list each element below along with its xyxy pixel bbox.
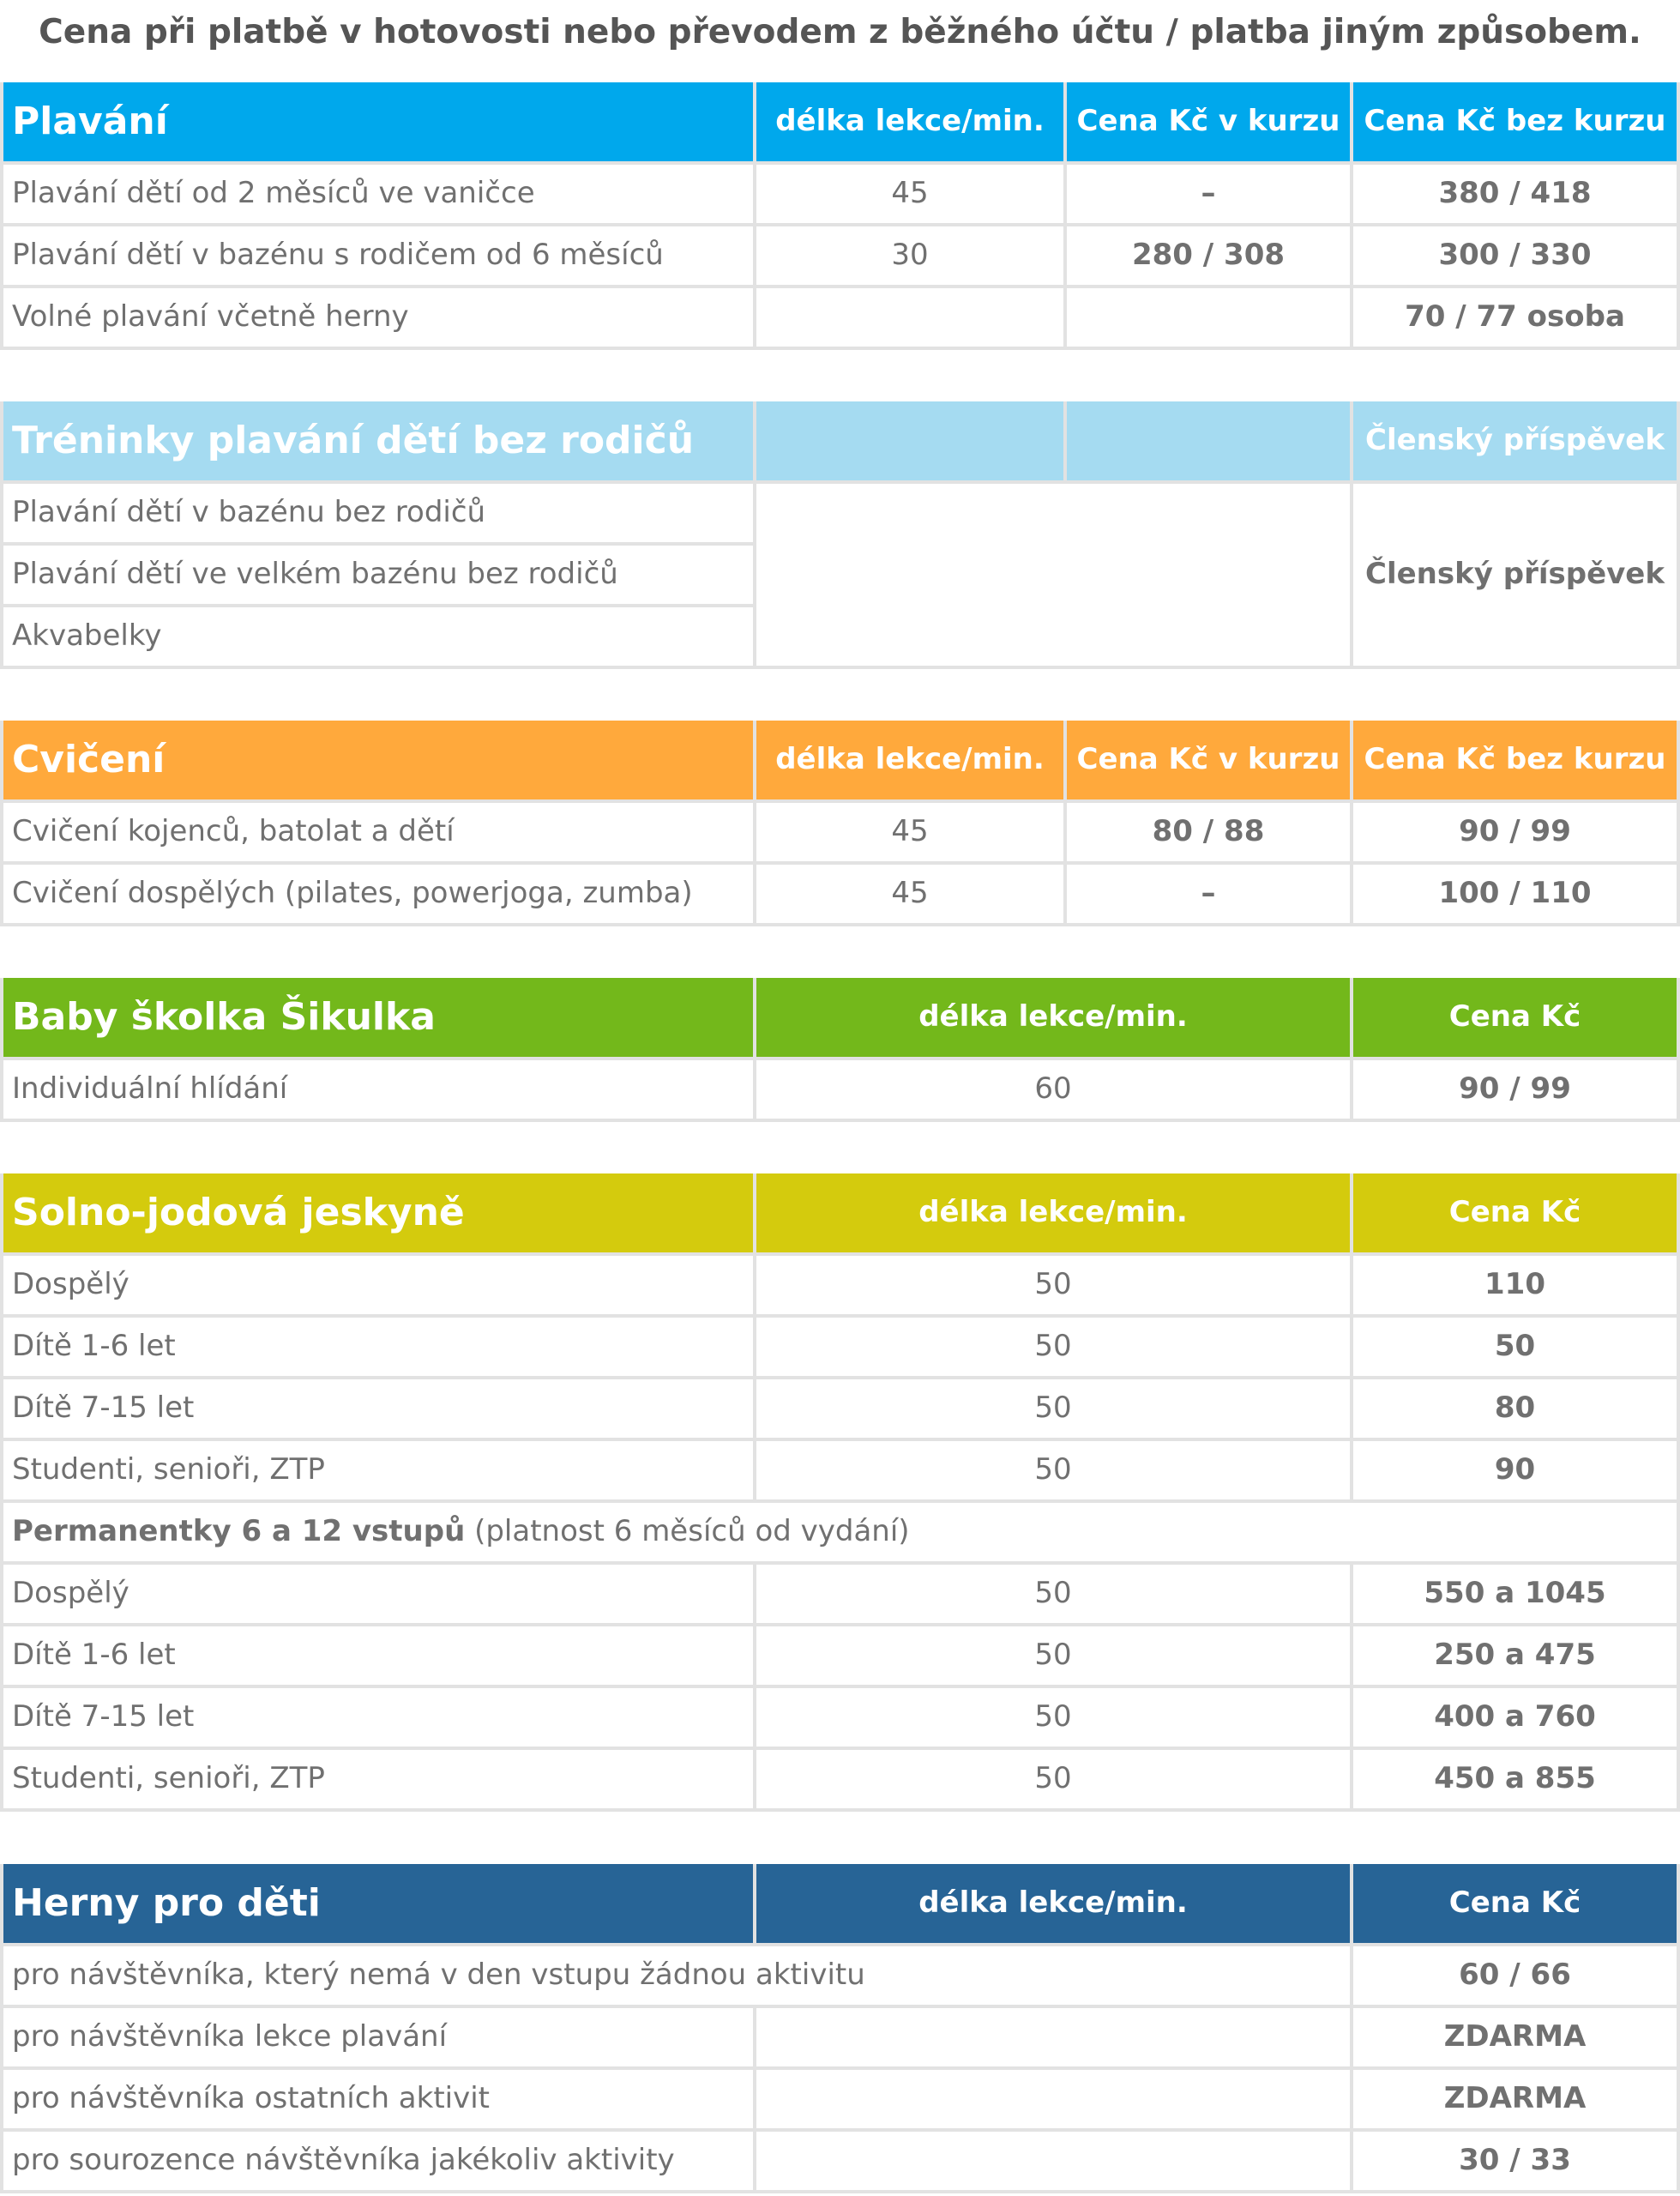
row-price: 400 a 760 (1353, 1688, 1677, 1747)
column-header-cena: Cena Kč (1353, 1864, 1677, 1943)
section-title-plavani: Plavání (3, 82, 753, 161)
permanentky-row (3, 1503, 1677, 1561)
section-title-treninky: Tréninky plavání dětí bez rodičů (3, 401, 753, 480)
row-name: Dítě 1-6 let (3, 1626, 753, 1685)
row-delka: 50 (756, 1318, 1350, 1376)
section-title-skolka: Baby školka Šikulka (3, 978, 753, 1057)
column-header-clensky: Členský příspěvek (1353, 401, 1677, 480)
row-delka: 50 (756, 1379, 1350, 1438)
row-delka: 50 (756, 1750, 1350, 1808)
column-header-delka: délka lekce/min. (756, 1173, 1350, 1252)
column-header-bez-kurzu: Cena Kč bez kurzu (1353, 721, 1677, 799)
row-v-kurzu: – (1067, 165, 1350, 223)
row-name: Dítě 7-15 let (3, 1379, 753, 1438)
section-title-cviceni: Cvičení (3, 721, 753, 799)
section-title-jeskyne: Solno-jodová jeskyně (3, 1173, 753, 1252)
row-name: Plavání dětí od 2 měsíců ve vaničce (3, 165, 753, 223)
column-header-cena: Cena Kč (1353, 1173, 1677, 1252)
row-price: ZDARMA (1353, 2008, 1677, 2066)
row-delka: 60 (756, 1060, 1350, 1119)
row-delka: 50 (756, 1565, 1350, 1623)
table-herny (0, 1864, 1680, 2193)
row-name: Volné plavání včetně herny (3, 288, 753, 347)
row-delka: 50 (756, 1441, 1350, 1499)
row-name: Studenti, senioři, ZTP (3, 1750, 753, 1808)
row-name: Dospělý (3, 1256, 753, 1314)
row-name: Plavání dětí ve velkém bazénu bez rodičů (3, 546, 753, 604)
row-delka: 50 (756, 1688, 1350, 1747)
table-treninky (0, 401, 1680, 669)
column-header-cena: Cena Kč (1353, 978, 1677, 1057)
permanentky-note: (platnost 6 měsíců od vydání) (465, 1514, 910, 1549)
row-name: pro návštěvníka lekce plavání (3, 2008, 753, 2066)
row-price: ZDARMA (1353, 2070, 1677, 2128)
row-price: 450 a 855 (1353, 1750, 1677, 1808)
row-price: 550 a 1045 (1353, 1565, 1677, 1623)
column-header-delka: délka lekce/min. (756, 82, 1063, 161)
row-delka: 50 (756, 1626, 1350, 1685)
row-bez-kurzu: 70 / 77 osoba (1353, 288, 1677, 347)
row-name: pro návštěvníka, který nemá v den vstupu žádnou aktivitu (3, 1946, 1350, 2005)
column-header-delka: délka lekce/min. (756, 978, 1350, 1057)
row-v-kurzu: 80 / 88 (1067, 803, 1350, 861)
row-price: 250 a 475 (1353, 1626, 1677, 1685)
table-plavani (0, 82, 1680, 350)
column-header-empty (1067, 401, 1350, 480)
row-name: Cvičení dospělých (pilates, powerjoga, zumba) (3, 865, 753, 923)
row-name: pro sourozence návštěvníka jakékoliv aktivity (3, 2132, 753, 2190)
row-bez-kurzu: 100 / 110 (1353, 865, 1677, 923)
merged-empty-cell (756, 484, 1350, 666)
row-price: 90 / 99 (1353, 1060, 1677, 1119)
row-name: Plavání dětí v bazénu s rodičem od 6 měsíců (3, 226, 753, 285)
row-delka (756, 2070, 1350, 2128)
row-name: Dítě 1-6 let (3, 1318, 753, 1376)
section-title-herny: Herny pro děti (3, 1864, 753, 1943)
row-delka: 45 (756, 803, 1063, 861)
row-price: 90 (1353, 1441, 1677, 1499)
row-name: Individuální hlídání (3, 1060, 753, 1119)
row-name: Dospělý (3, 1565, 753, 1623)
row-name: Cvičení kojenců, batolat a dětí (3, 803, 753, 861)
row-price: 80 (1353, 1379, 1677, 1438)
row-price: 60 / 66 (1353, 1946, 1677, 2005)
row-delka: 45 (756, 865, 1063, 923)
merged-price-cell: Členský příspěvek (1353, 484, 1677, 666)
row-delka (756, 288, 1063, 347)
row-v-kurzu (1067, 288, 1350, 347)
row-price: 50 (1353, 1318, 1677, 1376)
page-caption: Cena při platbě v hotovosti nebo převodem z běžného účtu / platba jiným způsobem. (39, 13, 1641, 51)
row-delka: 45 (756, 165, 1063, 223)
column-header-empty (756, 401, 1063, 480)
row-name: Plavání dětí v bazénu bez rodičů (3, 484, 753, 542)
row-bez-kurzu: 90 / 99 (1353, 803, 1677, 861)
permanentky-label: Permanentky 6 a 12 vstupů (12, 1514, 466, 1549)
row-delka: 30 (756, 226, 1063, 285)
row-bez-kurzu: 380 / 418 (1353, 165, 1677, 223)
column-header-delka: délka lekce/min. (756, 721, 1063, 799)
row-bez-kurzu: 300 / 330 (1353, 226, 1677, 285)
row-delka (756, 2132, 1350, 2190)
row-v-kurzu: 280 / 308 (1067, 226, 1350, 285)
table-skolka (0, 978, 1680, 1122)
row-name: Dítě 7-15 let (3, 1688, 753, 1747)
row-v-kurzu: – (1067, 865, 1350, 923)
column-header-bez-kurzu: Cena Kč bez kurzu (1353, 82, 1677, 161)
column-header-v-kurzu: Cena Kč v kurzu (1067, 82, 1350, 161)
row-name: pro návštěvníka ostatních aktivit (3, 2070, 753, 2128)
row-delka: 50 (756, 1256, 1350, 1314)
row-price: 30 / 33 (1353, 2132, 1677, 2190)
row-name: Studenti, senioři, ZTP (3, 1441, 753, 1499)
row-delka (756, 2008, 1350, 2066)
column-header-v-kurzu: Cena Kč v kurzu (1067, 721, 1350, 799)
table-jeskyne (0, 1173, 1680, 1812)
table-cviceni (0, 721, 1680, 926)
column-header-delka: délka lekce/min. (756, 1864, 1350, 1943)
row-price: 110 (1353, 1256, 1677, 1314)
row-name: Akvabelky (3, 607, 753, 666)
